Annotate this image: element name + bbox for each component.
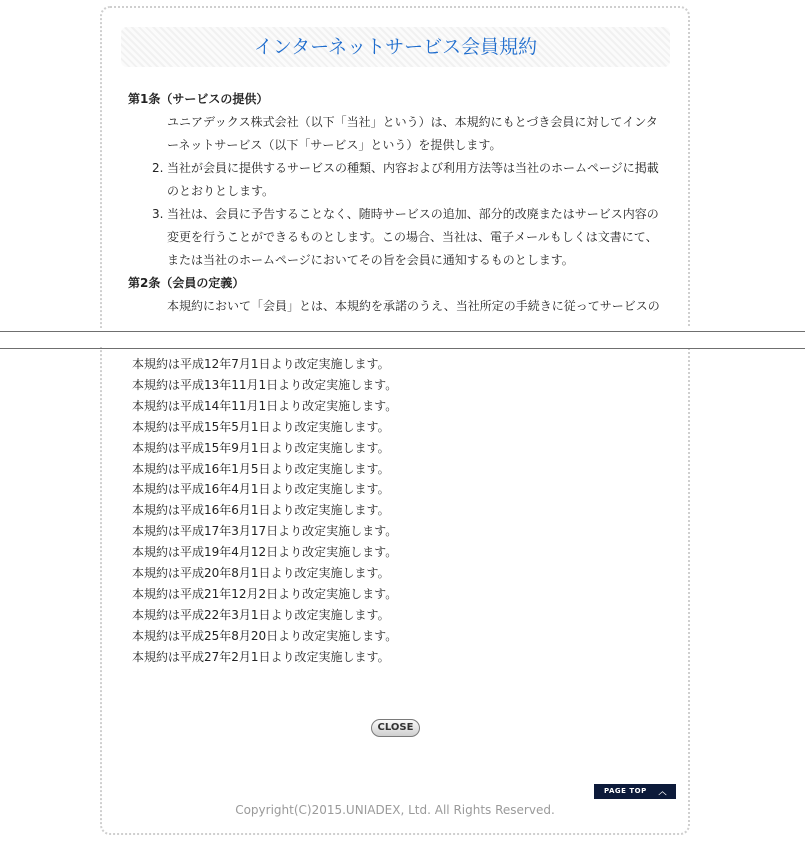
revision-line: 本規約は平成16年4月1日より改定実施します。: [132, 482, 390, 497]
article-1-item-2: [128, 157, 668, 203]
revision-line: 本規約は平成15年9月1日より改定実施します。: [132, 440, 390, 455]
revision-line: 本規約は平成14年11月1日より改定実施します。: [132, 398, 398, 413]
revision-line: 本規約は平成12年7月1日より改定実施します。: [132, 357, 390, 371]
title-banner: [121, 27, 670, 67]
chevron-up-icon: ︿: [658, 787, 667, 796]
item-number: 3.: [152, 207, 164, 221]
item-text: 当社は、会員に予告することなく、随時サービスの追加、部分的改廃またはサービス内容の変更を行うことができるものとします。この場合、当社は、電子メールもしくは文書にて、または当社のホームページにおいてその旨を会員に通知するものとします。: [167, 207, 659, 267]
revision-line: 本規約は平成15年5月1日より改定実施します。: [132, 419, 390, 434]
article-2-title: 第2条（会員の定義）: [128, 276, 245, 290]
revision-line: 本規約は平成22年3月1日より改定実施します。: [132, 607, 390, 622]
revision-line: 本規約は平成13年11月1日より改定実施します。: [132, 377, 398, 392]
revision-history: [132, 354, 397, 668]
revision-line: 本規約は平成25年8月20日より改定実施します。: [132, 628, 398, 643]
divider-bottom: [0, 348, 805, 349]
divider-top: [0, 331, 805, 332]
revision-line: 本規約は平成16年6月1日より改定実施します。: [132, 503, 390, 518]
revision-line: 本規約は平成20年8月1日より改定実施します。: [132, 566, 390, 581]
item-number: 2.: [152, 161, 164, 175]
copyright-text: Copyright(C)2015.UNIADEX, Ltd. All Rights Reserved.: [235, 803, 555, 817]
revision-line: 本規約は平成16年1月5日より改定実施します。: [132, 461, 390, 476]
article-1-intro: ユニアデックス株式会社（以下「当社」という）は、本規約にもとづき会員に対してインターネットサービス（以下「サービス」という）を提供します。: [167, 115, 658, 152]
page-title: インターネットサービス会員規約: [253, 36, 538, 58]
close-button[interactable]: CLOSE: [371, 719, 420, 737]
article-1-item-3: [128, 203, 668, 272]
terms-body: [128, 88, 668, 318]
revision-line: 本規約は平成19年4月12日より改定実施します。: [132, 545, 398, 560]
item-text: 当社が会員に提供するサービスの種類、内容および利用方法等は当社のホームページに掲載のとおりとします。: [167, 161, 659, 198]
revision-line: 本規約は平成21年12月2日より改定実施します。: [132, 586, 398, 601]
article-1-title: 第1条（サービスの提供）: [128, 92, 269, 106]
revision-line: 本規約は平成17年3月17日より改定実施します。: [132, 524, 398, 539]
page-top-button[interactable]: [594, 784, 676, 799]
article-2-intro: 本規約において「会員」とは、本規約を承諾のうえ、当社所定の手続きに従ってサービスの: [167, 299, 660, 313]
revision-line: 本規約は平成27年2月1日より改定実施します。: [132, 649, 390, 664]
page-top-label: PAGE TOP: [604, 787, 647, 795]
